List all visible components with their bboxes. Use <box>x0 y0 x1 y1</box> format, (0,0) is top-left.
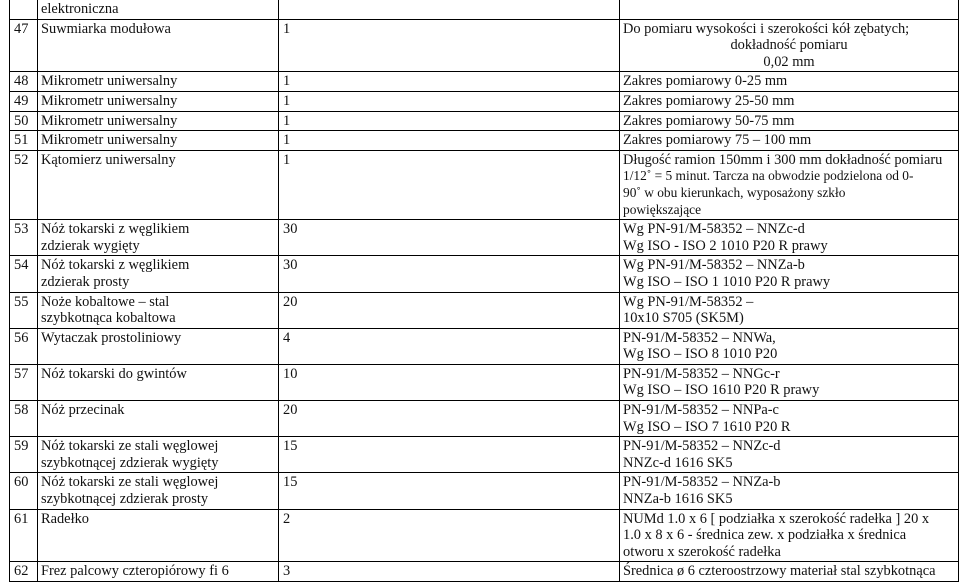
item-description-line: 10x10 S705 (SK5M) <box>623 310 744 327</box>
item-description-line: Wg ISO – ISO 1610 P20 R prawy <box>623 382 820 399</box>
item-description-line: Wg PN-91/M-58352 – NNZc-d <box>623 221 805 238</box>
item-name-line: Wytaczak prostoliniowy <box>41 329 182 346</box>
item-quantity: 30 <box>279 220 620 256</box>
item-description-line: Wg PN-91/M-58352 – <box>623 293 754 310</box>
row-number: 56 <box>10 328 38 364</box>
item-description-line: PN-91/M-58352 – NNZc-d <box>623 438 781 455</box>
item-description <box>620 292 959 328</box>
item-description-line: Zakres pomiarowy 75 – 100 mm <box>623 132 812 149</box>
item-name <box>38 473 279 509</box>
item-quantity: 1 <box>279 150 620 219</box>
item-name-line: zdzierak wygięty <box>41 237 140 254</box>
row-number: 54 <box>10 256 38 292</box>
item-name-line: Frez palcowy czteropiórowy fi 6 <box>41 563 229 580</box>
table-row <box>10 19 959 72</box>
table-row <box>10 91 959 111</box>
table-row <box>10 401 959 437</box>
item-description-line: NNZa-b 1616 SK5 <box>623 491 733 508</box>
item-name <box>38 131 279 151</box>
item-description <box>620 150 959 219</box>
row-number: 48 <box>10 72 38 92</box>
item-description-line: 1.0 x 8 x 6 - średnica zew. x podziałka x średnica <box>623 527 907 544</box>
item-description-line: 0,02 mm <box>763 53 815 70</box>
item-quantity: 1 <box>279 72 620 92</box>
row-number: 50 <box>10 111 38 131</box>
item-name <box>38 111 279 131</box>
item-description <box>620 91 959 111</box>
item-description-line: Zakres pomiarowy 50-75 mm <box>623 112 795 129</box>
table-row <box>10 328 959 364</box>
item-description-line: PN-91/M-58352 – NNGc-r <box>623 365 780 382</box>
row-number: 57 <box>10 364 38 400</box>
item-quantity: 4 <box>279 328 620 364</box>
item-name-line: szybkotnąca kobaltowa <box>41 310 176 327</box>
item-name <box>38 437 279 473</box>
item-name-line: Suwmiarka modułowa <box>41 20 171 37</box>
item-quantity: 2 <box>279 509 620 562</box>
item-description-line: Do pomiaru wysokości i szerokości kół zębatych; <box>623 20 910 37</box>
table-row <box>10 131 959 151</box>
table-row <box>10 111 959 131</box>
item-name-line: Nóż tokarski do gwintów <box>41 365 187 382</box>
table-row <box>10 473 959 509</box>
row-number: 49 <box>10 91 38 111</box>
row-number: 58 <box>10 401 38 437</box>
equipment-table <box>9 0 959 582</box>
item-name <box>38 509 279 562</box>
equipment-table-body <box>10 0 959 582</box>
item-name-line: Nóż przecinak <box>41 402 125 419</box>
item-description <box>620 256 959 292</box>
item-name <box>38 0 279 19</box>
item-description <box>620 509 959 562</box>
item-name-line: szybkotnącej zdzierak wygięty <box>41 454 219 471</box>
table-row <box>10 150 959 219</box>
item-quantity: 1 <box>279 91 620 111</box>
row-number: 62 <box>10 562 38 582</box>
item-description <box>620 401 959 437</box>
item-quantity: 3 <box>279 562 620 582</box>
item-description-line: Długość ramion 150mm i 300 mm dokładność pomiaru <box>623 151 943 168</box>
item-name <box>38 91 279 111</box>
item-description <box>620 328 959 364</box>
row-number: 61 <box>10 509 38 562</box>
table-row <box>10 509 959 562</box>
item-description <box>620 0 959 19</box>
table-row <box>10 220 959 256</box>
item-quantity <box>279 0 620 19</box>
row-number: 51 <box>10 131 38 151</box>
item-description <box>620 72 959 92</box>
item-name <box>38 256 279 292</box>
item-name <box>38 401 279 437</box>
item-description-line: PN-91/M-58352 – NNWa, <box>623 329 776 346</box>
item-description-line: NUMd 1.0 x 6 [ podziałka x szerokość radełka ] 20 x <box>623 510 930 527</box>
item-quantity: 15 <box>279 437 620 473</box>
item-description-line: Zakres pomiarowy 0-25 mm <box>623 73 788 90</box>
item-quantity: 15 <box>279 473 620 509</box>
item-name-line: Nóż tokarski ze stali węglowej <box>41 438 219 455</box>
item-quantity: 20 <box>279 401 620 437</box>
item-name-line: Nóż tokarski ze stali węglowej <box>41 474 219 491</box>
item-quantity: 1 <box>279 111 620 131</box>
item-quantity: 20 <box>279 292 620 328</box>
item-description-line: 1/12˚ = 5 minut. Tarcza na obwodzie podzielona od 0- <box>623 168 914 184</box>
item-description-line: PN-91/M-58352 – NNPa-c <box>623 402 779 419</box>
row-number: 52 <box>10 150 38 219</box>
item-quantity: 1 <box>279 19 620 72</box>
item-quantity: 1 <box>279 131 620 151</box>
item-quantity: 30 <box>279 256 620 292</box>
row-number: 60 <box>10 473 38 509</box>
item-name-line: zdzierak prosty <box>41 273 130 290</box>
item-name <box>38 220 279 256</box>
item-name-line: Noże kobaltowe – stal <box>41 293 170 310</box>
item-description-line: Wg ISO - ISO 2 1010 P20 R prawy <box>623 237 828 254</box>
item-name-line: Radełko <box>41 510 89 527</box>
item-description <box>620 220 959 256</box>
item-description-line: Wg ISO – ISO 8 1010 P20 <box>623 346 778 363</box>
row-number <box>10 0 38 19</box>
item-description-line: Wg ISO – ISO 1 1010 P20 R prawy <box>623 273 831 290</box>
item-name-line: Mikrometr uniwersalny <box>41 73 178 90</box>
item-description-line: Wg ISO – ISO 7 1610 P20 R <box>623 418 791 435</box>
item-name-line: Mikrometr uniwersalny <box>41 132 178 149</box>
item-description-line: Wg PN-91/M-58352 – NNZa-b <box>623 257 805 274</box>
item-name <box>38 328 279 364</box>
item-name <box>38 150 279 219</box>
item-name <box>38 292 279 328</box>
table-row <box>10 72 959 92</box>
item-description <box>620 364 959 400</box>
item-name-line: Kątomierz uniwersalny <box>41 151 176 168</box>
item-description <box>620 473 959 509</box>
item-description-line: 90˚ w obu kierunkach, wyposażony szkło <box>623 184 846 200</box>
table-row <box>10 437 959 473</box>
item-name-line: Mikrometr uniwersalny <box>41 92 178 109</box>
item-description <box>620 437 959 473</box>
item-name-line: Mikrometr uniwersalny <box>41 112 178 129</box>
item-description <box>620 19 959 72</box>
item-description-line: NNZc-d 1616 SK5 <box>623 454 733 471</box>
item-name-line: szybkotnącej zdzierak prosty <box>41 491 209 508</box>
item-description-line: PN-91/M-58352 – NNZa-b <box>623 474 781 491</box>
row-number: 53 <box>10 220 38 256</box>
item-description-line: Średnica ø 6 czteroostrzowy materiał stal szybkotnąca <box>623 563 936 580</box>
item-name <box>38 364 279 400</box>
table-row <box>10 0 959 19</box>
item-name <box>38 72 279 92</box>
item-description-line: dokładność pomiaru <box>730 37 848 54</box>
item-name-line: elektroniczna <box>41 1 119 17</box>
item-quantity: 10 <box>279 364 620 400</box>
item-name <box>38 19 279 72</box>
item-name-line: Nóż tokarski z węglikiem <box>41 257 190 274</box>
item-description-line: powiększające <box>623 201 702 217</box>
row-number: 55 <box>10 292 38 328</box>
item-name-line: Nóż tokarski z węglikiem <box>41 221 190 238</box>
item-description-line: otworu x szerokość radełka <box>623 543 781 560</box>
row-number: 47 <box>10 19 38 72</box>
item-description <box>620 131 959 151</box>
row-number: 59 <box>10 437 38 473</box>
item-description <box>620 111 959 131</box>
table-row <box>10 292 959 328</box>
table-row <box>10 256 959 292</box>
table-row <box>10 364 959 400</box>
item-description-line: Zakres pomiarowy 25-50 mm <box>623 92 795 109</box>
